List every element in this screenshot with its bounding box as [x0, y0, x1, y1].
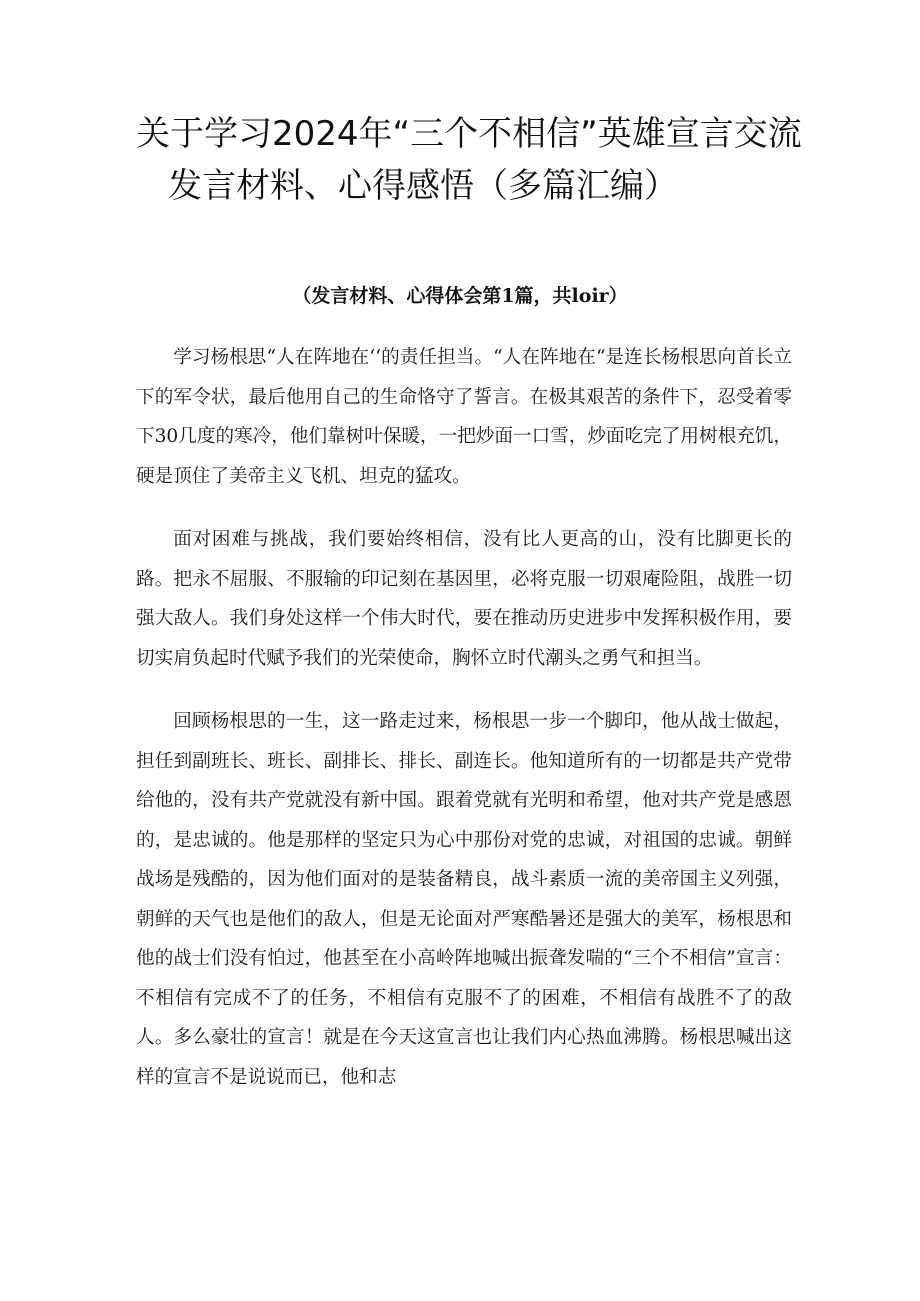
title-line-2: 发言材料、心得感悟（多篇汇编） [168, 166, 678, 206]
document-subtitle: （发言材料、心得体会第1篇，共loir） [292, 285, 628, 307]
title-line-1: 关于学习2024年“三个不相信”英雄宣言交流 [136, 114, 802, 154]
document-title [120, 108, 820, 212]
paragraph-3: 回顾杨根思的一生，这一路走过来，杨根思一步一个脚印，他从战士做起，担任到副班长、班长、副排长、排长、副连长。他知道所有的一切都是共产党带给他的，没有共产党就没有新中国。跟着党就有光明和希望，他对共产党是感恩的，是忠诚的。他是那样的坚定只为心中那份对党的忠诚，对祖国的忠诚。朝鲜战场是残酷的，因为他们面对的是装备精良，战斗素质一流的美帝国主义列强，朝鲜的天气也是他们的敌人，但是无论面对严寒酷暑还是强大的美军，杨根思和他的战士们没有怕过，他甚至在小高岭阵地喊出振聋发喘的“三个不相信”宣言：不相信有完成不了的任务，不相信有克服不了的困难，不相信有战胜不了的敌人。多么豪壮的宣言！就是在今天这宣言也让我们内心热血沸腾。杨根思喊出这样的宣言不是说说而已，他和志 [136, 711, 792, 1088]
paragraph-1: 学习杨根思“人在阵地在‘‘的责任担当。“人在阵地在“是连长杨根思向首长立下的军令状，最后他用自己的生命恪守了誓言。在极其艰苦的条件下，忍受着零下30几度的寒冷，他们靠树叶保暖，一把炒面一口雪，炒面吃完了用树根充饥，硬是顶住了美帝主义飞机、坦克的猛攻。 [136, 347, 792, 487]
paragraph-2: 面对困难与挑战，我们要始终相信，没有比人更高的山，没有比脚更长的路。把永不屈服、不服输的印记刻在基因里，必将克服一切艰庵险阻，战胜一切强大敌人。我们身处这样一个伟大时代，要在推动历史进步中发挥积极作用，要切实肩负起时代赋予我们的光荣使命，胸怀立时代潮头之勇气和担当。 [136, 529, 792, 669]
document-body [136, 338, 792, 1121]
